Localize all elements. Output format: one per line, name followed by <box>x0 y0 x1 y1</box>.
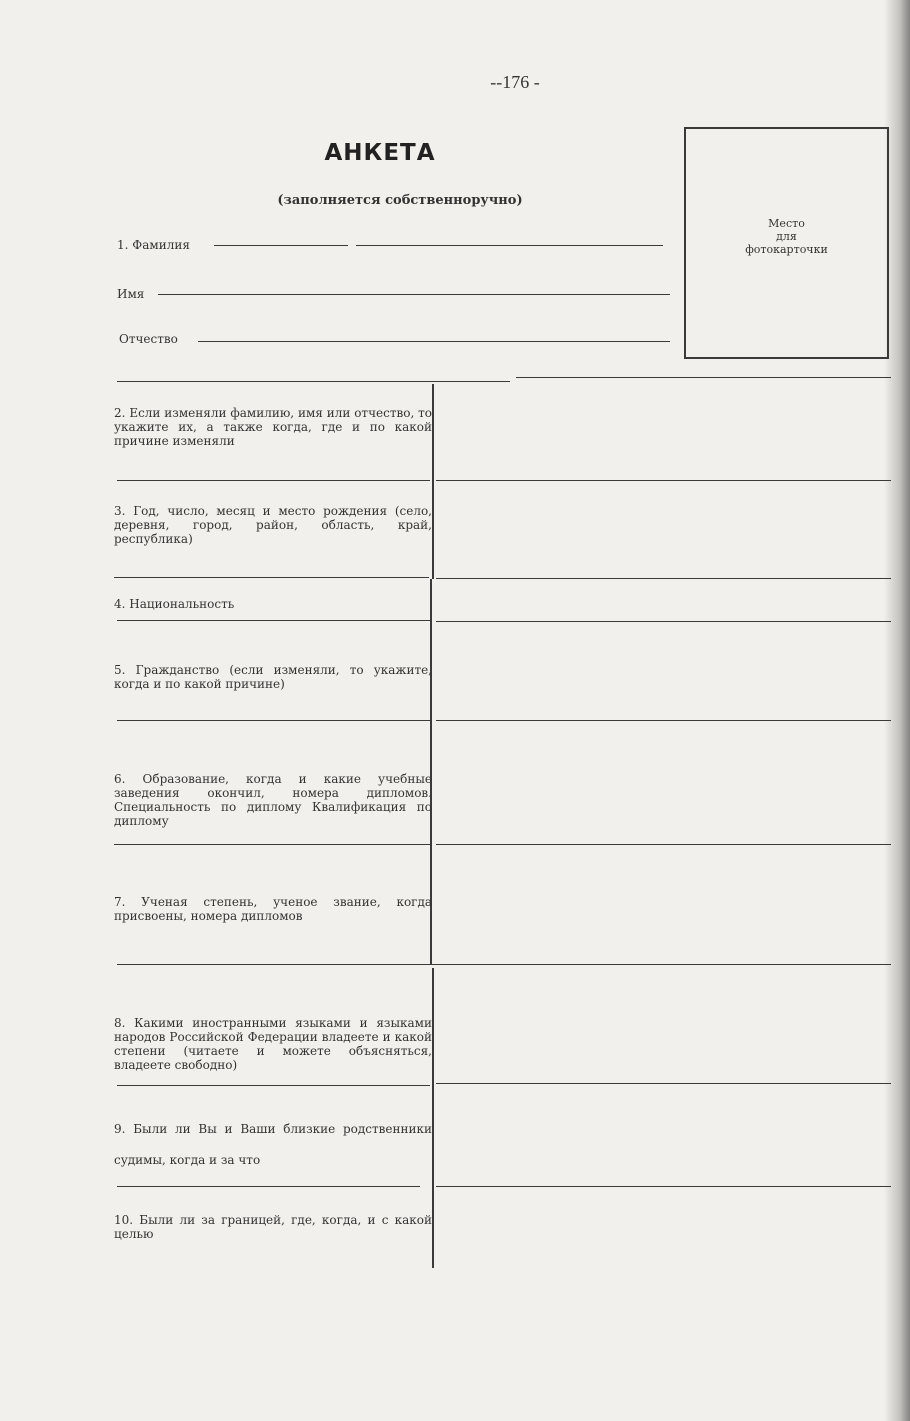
name-label: Имя <box>117 287 145 301</box>
row-rule-left <box>117 480 430 481</box>
photo-label <box>686 217 887 256</box>
name-input-line[interactable] <box>158 294 670 295</box>
row-rule-full <box>117 964 891 965</box>
photo-label-line: фотокарточки <box>745 243 828 256</box>
form-title: АНКЕТА <box>324 140 436 166</box>
question-item: 7. Ученая степень, ученое звание, когда присвоены, номера дипломов <box>114 895 432 923</box>
row-rule-right[interactable] <box>436 578 891 579</box>
row-rule-right[interactable] <box>436 621 891 622</box>
question-item: 4. Национальность <box>114 597 235 611</box>
table-top-rule-left <box>117 381 510 382</box>
table-column-divider <box>432 384 434 579</box>
row-rule-left <box>114 577 429 578</box>
form-subtitle: (заполняется собственноручно) <box>277 193 523 208</box>
question-item: 10. Были ли за границей, где, когда, и с какой целью <box>114 1213 432 1241</box>
photo-label-line: для <box>776 230 797 243</box>
question-item: 3. Год, число, месяц и место рождения (село, деревня, город, район, область, край, республика) <box>114 504 432 546</box>
row-rule-left <box>114 844 430 845</box>
row-rule-left <box>117 620 430 621</box>
row-rule-right[interactable] <box>436 720 891 721</box>
table-top-rule-right <box>516 377 891 378</box>
row-rule-right[interactable] <box>436 1186 891 1187</box>
row-rule-right[interactable] <box>436 1083 891 1084</box>
question-item: 8. Какими иностранными языками и языками народов Российской Федерации владеете и какой степени (читаете и можете объясняться, владеете свободно) <box>114 1016 432 1072</box>
patronymic-label: Отчество <box>119 332 178 346</box>
photo-label-line: Место <box>768 217 805 230</box>
surname-label: 1. Фамилия <box>117 238 190 252</box>
surname-input-line[interactable] <box>214 245 348 246</box>
question-item: 6. Образование, когда и какие учебные заведения окончил, номера дипломов. Специальность по диплому Квалификация по диплому <box>114 772 432 828</box>
row-rule-left <box>117 1085 430 1086</box>
row-rule-right[interactable] <box>436 480 891 481</box>
surname-input-line-continued[interactable] <box>356 245 663 246</box>
row-rule-left <box>117 720 430 721</box>
patronymic-input-line[interactable] <box>198 341 670 342</box>
question-item: 2. Если изменяли фамилию, имя или отчество, то укажите их, а также когда, где и по какой причине изменяли <box>114 406 432 448</box>
question-item: 9. Были ли Вы и Ваши близкие родственники судимы, когда и за что <box>114 1122 432 1167</box>
photo-placeholder <box>684 127 889 359</box>
table-column-divider <box>432 968 434 1268</box>
row-rule-right[interactable] <box>436 844 891 845</box>
page-number: --176 - <box>490 72 540 92</box>
question-item: 5. Гражданство (если изменяли, то укажите, когда и по какой причине) <box>114 663 432 691</box>
row-rule-left <box>117 1186 420 1187</box>
